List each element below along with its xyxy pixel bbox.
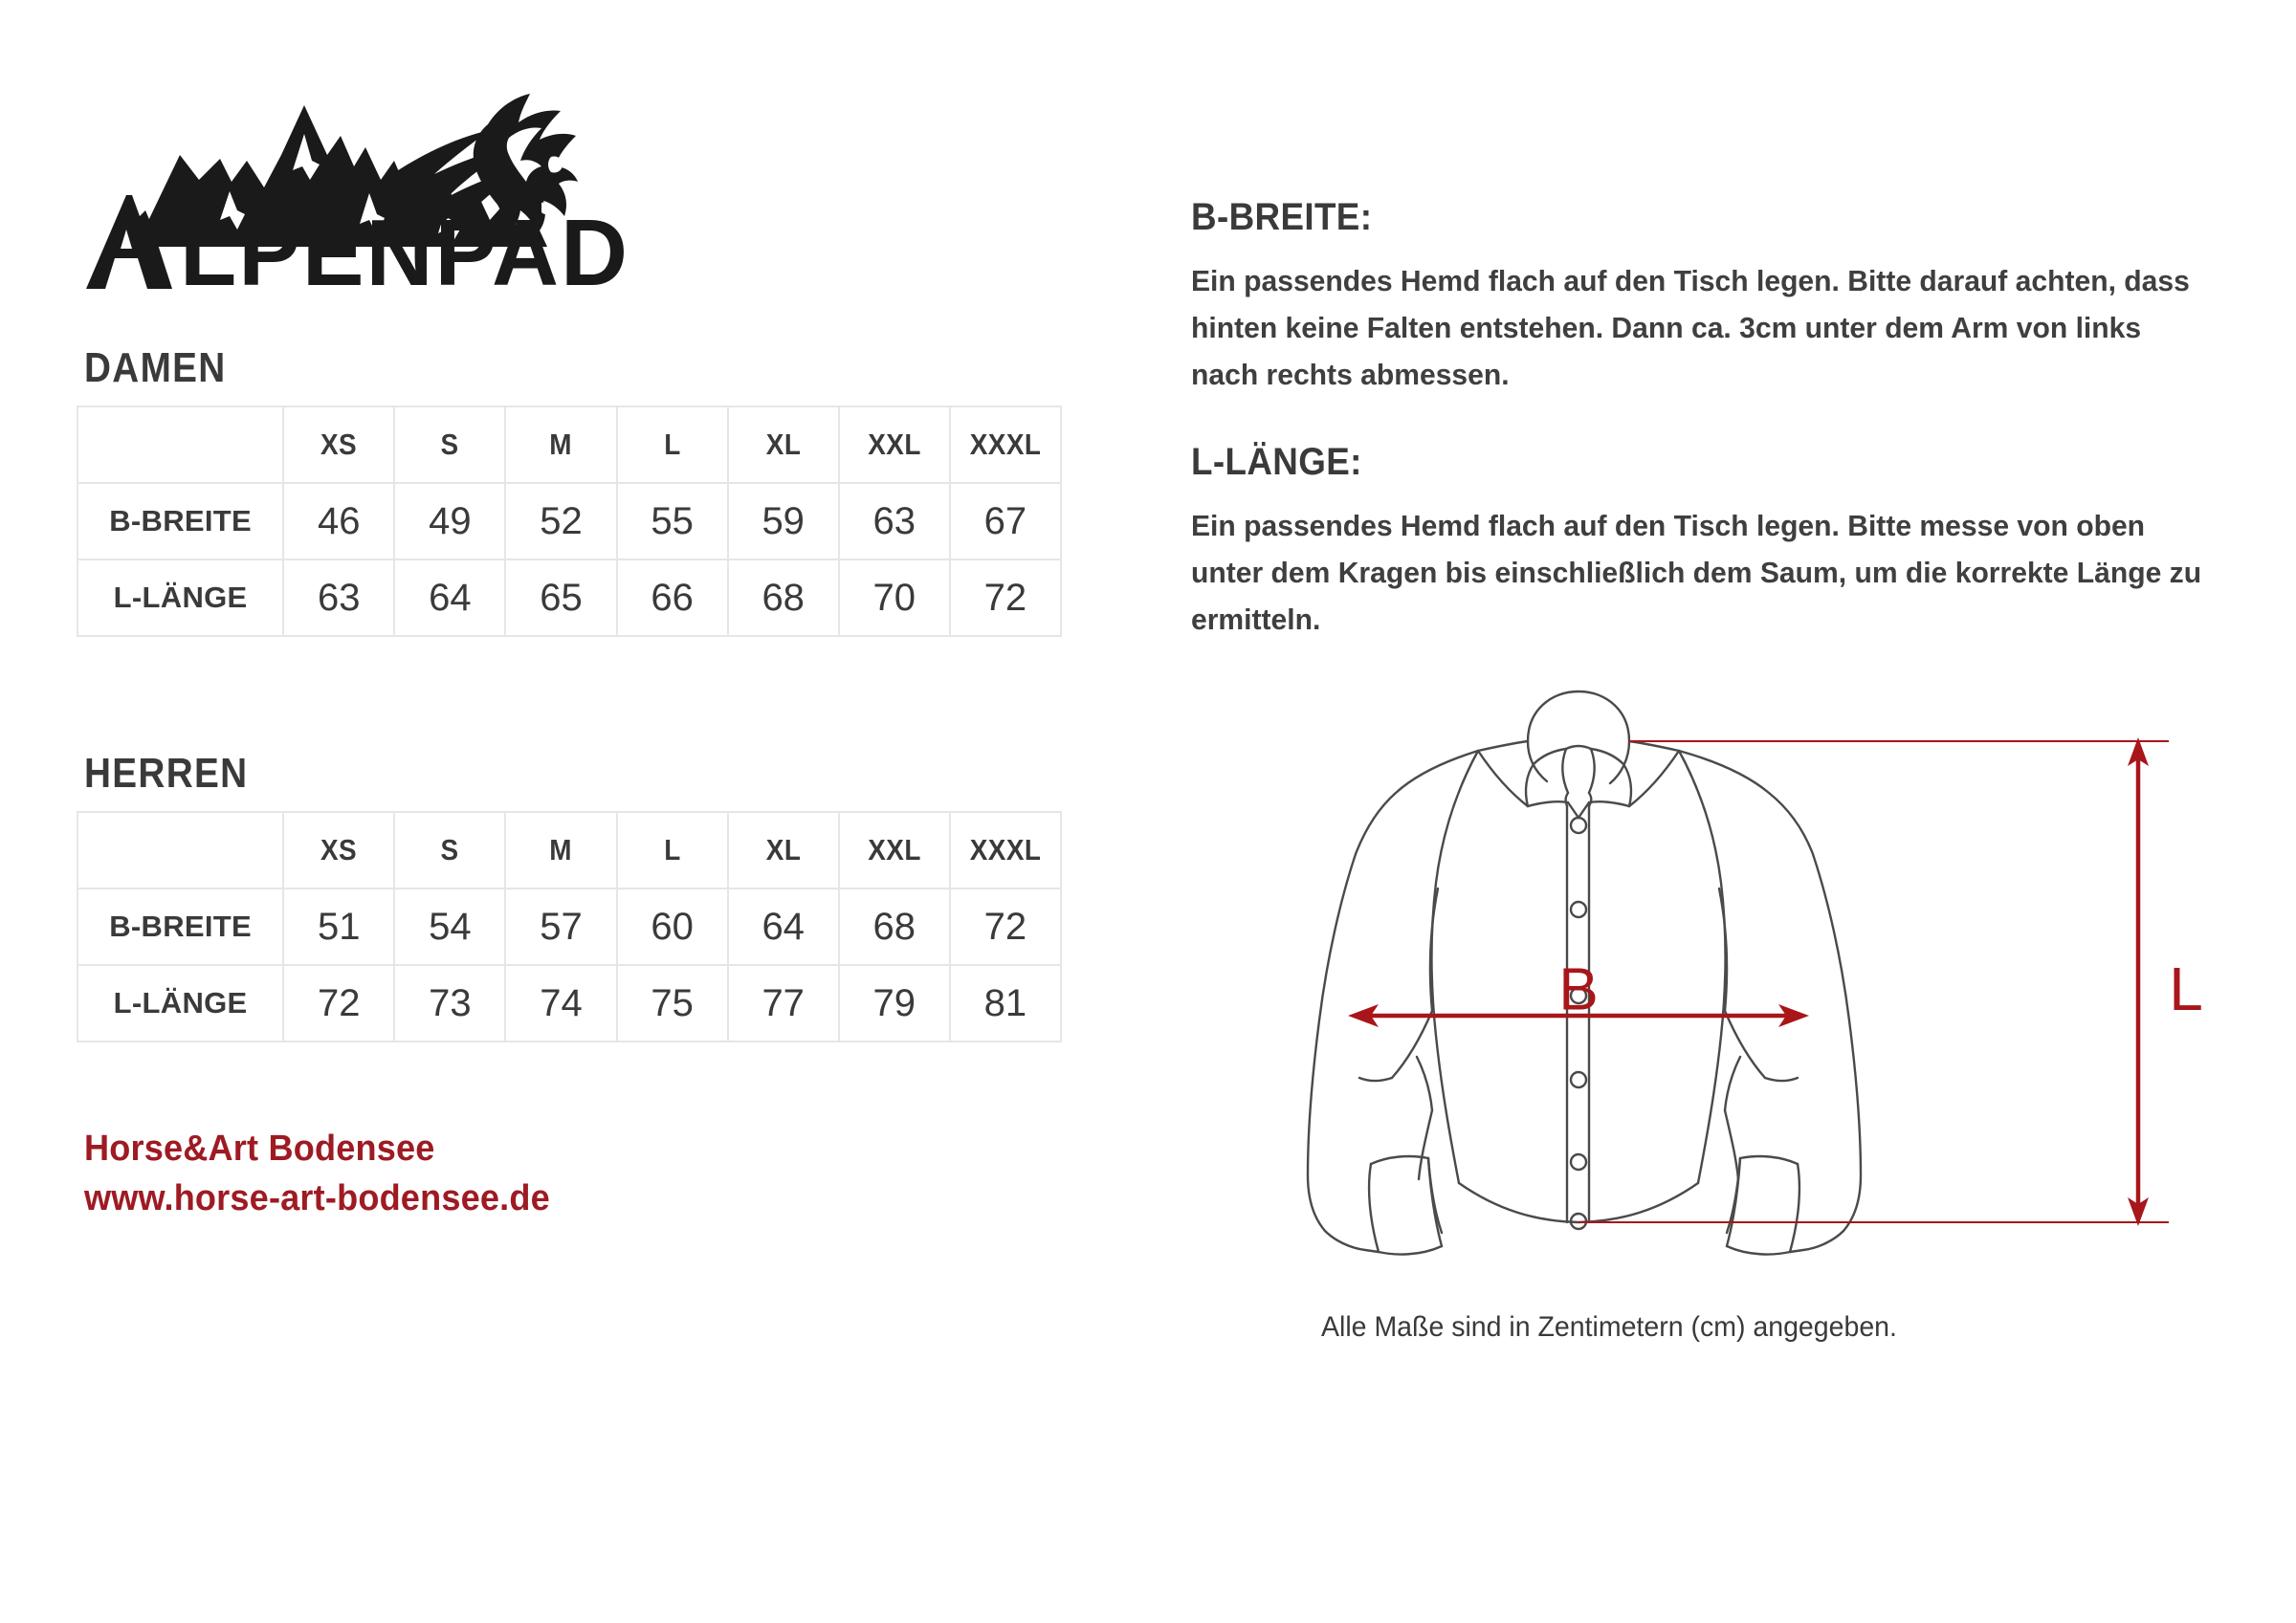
cell-value: 65 xyxy=(505,559,616,636)
table-row xyxy=(77,888,1061,965)
length-extension-lines xyxy=(1578,741,2169,1222)
cell-value: 57 xyxy=(505,888,616,965)
cell-value: 68 xyxy=(839,888,950,965)
size-header-xl: XL xyxy=(733,812,832,888)
row-label-b-breite: B-BREITE xyxy=(77,888,283,965)
brand-footer xyxy=(84,1125,1091,1223)
cell-value: 72 xyxy=(283,965,394,1042)
damen-table-title: DAMEN xyxy=(84,344,227,391)
brand-logo xyxy=(77,67,651,344)
right-column xyxy=(1191,196,2253,1343)
damen-size-table xyxy=(77,406,1062,637)
cell-value: 60 xyxy=(617,888,728,965)
cell-value: 51 xyxy=(283,888,394,965)
size-header-l: L xyxy=(622,406,721,483)
cell-value: 77 xyxy=(728,965,839,1042)
herren-table-title: HERREN xyxy=(84,750,249,797)
cell-value: 68 xyxy=(728,559,839,636)
cell-value: 70 xyxy=(839,559,950,636)
width-marker-label: B xyxy=(1558,956,1599,1023)
table-spacer xyxy=(77,637,1091,750)
size-header-xs: XS xyxy=(289,406,388,483)
size-header-xl: XL xyxy=(733,406,832,483)
shirt-buttons xyxy=(1571,818,1586,1229)
svg-text:LPENPAD: LPENPAD xyxy=(180,200,629,295)
brand-wordmark xyxy=(77,189,651,295)
size-header-s: S xyxy=(400,406,499,483)
size-header-s: S xyxy=(400,812,499,888)
row-label-l-laenge: L-LÄNGE xyxy=(77,965,283,1042)
table-header-row xyxy=(77,406,1061,483)
length-marker-label: L xyxy=(2169,954,2203,1023)
cell-value: 63 xyxy=(839,483,950,559)
cell-value: 72 xyxy=(950,888,1061,965)
table-header-row xyxy=(77,812,1061,888)
left-column xyxy=(77,67,1091,1223)
size-header-xs: XS xyxy=(289,812,388,888)
cell-value: 79 xyxy=(839,965,950,1042)
shop-name: Horse&Art Bodensee xyxy=(84,1129,435,1169)
cell-value: 54 xyxy=(394,888,505,965)
cell-value: 49 xyxy=(394,483,505,559)
shirt-measurement-diagram xyxy=(1191,686,2253,1343)
cell-value: 74 xyxy=(505,965,616,1042)
cell-value: 72 xyxy=(950,559,1061,636)
size-header-xxl: XXL xyxy=(845,406,944,483)
size-header-xxxl: XXXL xyxy=(956,812,1056,888)
cell-value: 81 xyxy=(950,965,1061,1042)
size-header-xxxl: XXXL xyxy=(956,406,1056,483)
cell-value: 52 xyxy=(505,483,616,559)
size-header-m: M xyxy=(511,406,610,483)
size-header-l: L xyxy=(622,812,721,888)
cell-value: 59 xyxy=(728,483,839,559)
cell-value: 46 xyxy=(283,483,394,559)
table-row xyxy=(77,559,1061,636)
row-label-l-laenge: L-LÄNGE xyxy=(77,559,283,636)
l-laenge-description: Ein passendes Hemd flach auf den Tisch legen. Bitte messe von oben unter dem Kragen bis einschließlich dem Saum, um die korrekte Länge zu ermitteln. xyxy=(1191,508,2202,636)
corner-cell xyxy=(77,812,283,888)
cell-value: 66 xyxy=(617,559,728,636)
cell-value: 73 xyxy=(394,965,505,1042)
cell-value: 75 xyxy=(617,965,728,1042)
row-label-b-breite: B-BREITE xyxy=(77,483,283,559)
corner-cell xyxy=(77,406,283,483)
cell-value: 63 xyxy=(283,559,394,636)
cell-value: 64 xyxy=(728,888,839,965)
b-breite-heading: B-BREITE: xyxy=(1191,196,1373,238)
b-breite-description: Ein passendes Hemd flach auf den Tisch legen. Bitte darauf achten, dass hinten keine Falten entstehen. Dann ca. 3cm unter dem Arm von links nach rechts abmessen. xyxy=(1191,264,2190,391)
shop-website-url[interactable]: www.horse-art-bodensee.de xyxy=(84,1177,550,1218)
cell-value: 55 xyxy=(617,483,728,559)
cell-value: 67 xyxy=(950,483,1061,559)
l-laenge-heading: L-LÄNGE: xyxy=(1191,440,1362,483)
shirt-illustration-icon xyxy=(1191,686,2253,1298)
table-row xyxy=(77,965,1061,1042)
figure-caption: Alle Maße sind in Zentimetern (cm) angegeben. xyxy=(1321,1310,1897,1343)
herren-size-table xyxy=(77,811,1062,1042)
table-row xyxy=(77,483,1061,559)
cell-value: 64 xyxy=(394,559,505,636)
size-header-xxl: XXL xyxy=(845,812,944,888)
size-header-m: M xyxy=(511,812,610,888)
